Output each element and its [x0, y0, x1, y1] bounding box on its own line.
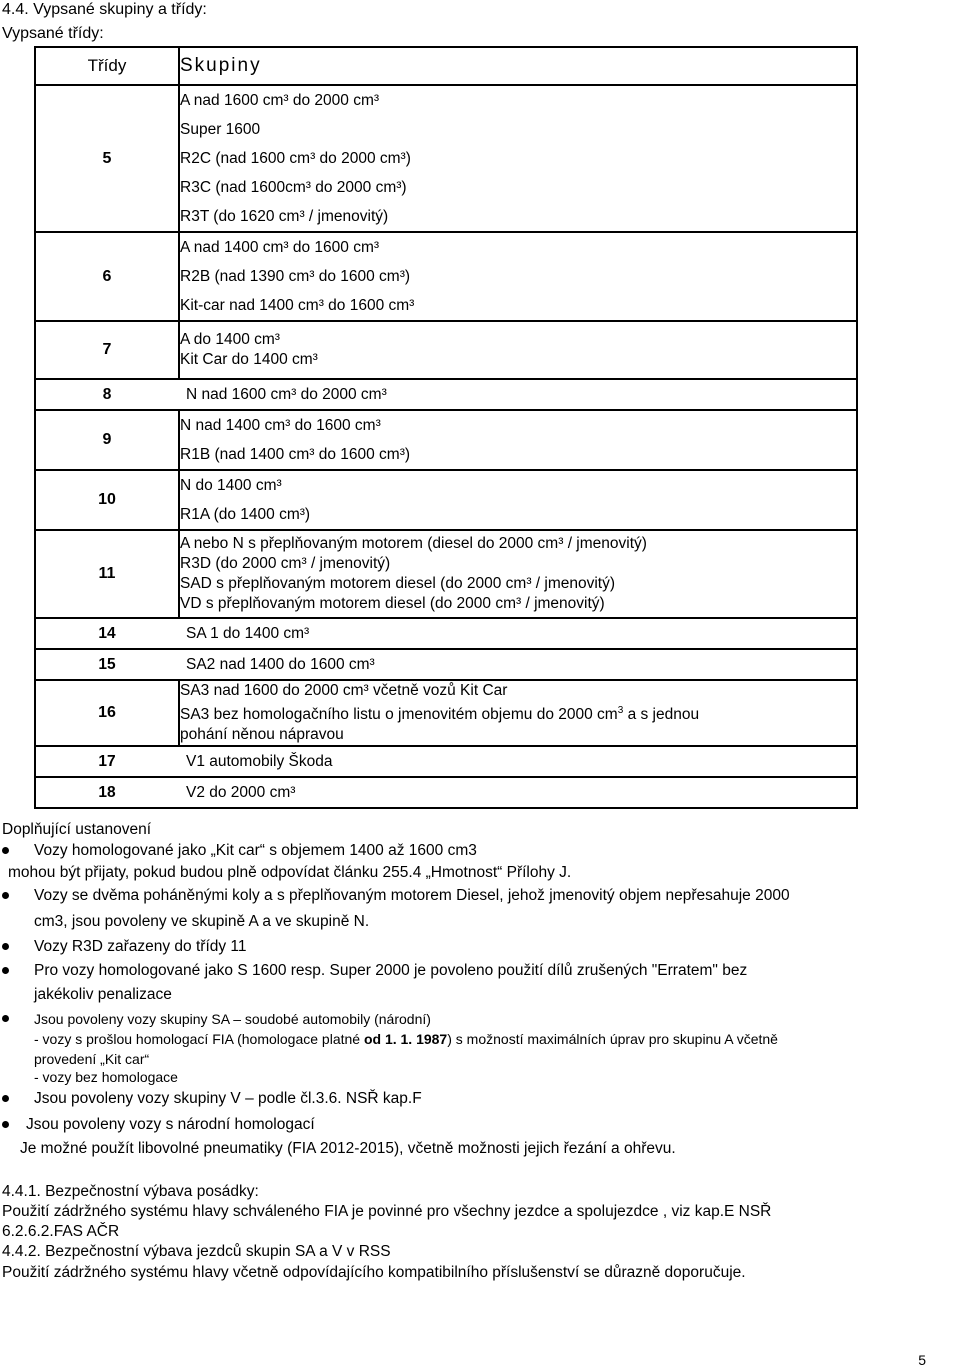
- table-row: [35, 321, 857, 379]
- group-line: R1A (do 1400 cm³): [180, 506, 311, 523]
- note-text: Je možné použít libovolné pneumatiky (FIA 2012-2015), včetně možnosti jejich řezání a ohřevu.: [20, 1140, 676, 1157]
- header-groups: Skupiny: [179, 47, 857, 85]
- group-line: N nad 1400 cm³ do 1600 cm³: [180, 417, 381, 434]
- class-number: 14: [98, 624, 116, 642]
- group-line: Kit Car do 1400 cm³: [180, 351, 318, 368]
- group-line: R3T (do 1620 cm³ / jmenovitý): [180, 208, 389, 225]
- note-text: Pro vozy homologované jako S 1600 resp. Super 2000 je povoleno použití dílů zrušených "Erratem" bez: [34, 962, 748, 979]
- subsection-heading: Vypsané třídy:: [2, 25, 104, 42]
- group-line: Kit-car nad 1400 cm³ do 1600 cm³: [180, 297, 415, 314]
- group-line: A nad 1600 cm³ do 2000 cm³: [180, 92, 380, 109]
- group-line: R2C (nad 1600 cm³ do 2000 cm³): [180, 150, 411, 167]
- table-row: [35, 530, 857, 618]
- class-number: 5: [35, 85, 179, 232]
- note-text: Jsou povoleny vozy s národní homologací: [26, 1116, 315, 1133]
- subsection-heading: 4.4.2. Bezpečnostní výbava jezdců skupin SA a V v RSS: [2, 1243, 391, 1260]
- group-cell: [35, 379, 857, 410]
- group-line: SA 1 do 1400 cm³: [186, 624, 310, 642]
- note-text: Vozy homologované jako „Kit car“ s objemem 1400 až 1600 cm3: [34, 842, 477, 859]
- group-cell: [179, 321, 857, 379]
- group-cell: [179, 410, 857, 470]
- bullet-icon: [2, 1095, 9, 1102]
- group-cell: [35, 746, 857, 777]
- table-row: [35, 379, 857, 410]
- group-line: A nad 1400 cm³ do 1600 cm³: [180, 239, 380, 256]
- table-row: [35, 680, 857, 746]
- class-number: 18: [98, 783, 116, 801]
- table-row: [35, 232, 857, 321]
- table-row: [35, 410, 857, 470]
- group-line: R3D (do 2000 cm³ / jmenovitý): [180, 555, 391, 572]
- group-line: R3C (nad 1600cm³ do 2000 cm³): [180, 179, 407, 196]
- bullet-icon: [2, 892, 9, 899]
- group-line: R2B (nad 1390 cm³ do 1600 cm³): [180, 268, 411, 285]
- group-cell: [35, 618, 857, 649]
- class-number: 9: [35, 410, 179, 470]
- group-cell: [35, 649, 857, 680]
- bullet-icon: [2, 967, 9, 974]
- section-heading: 4.4. Vypsané skupiny a třídy:: [2, 1, 207, 18]
- group-cell: [35, 777, 857, 808]
- note-text: Jsou povoleny vozy skupiny V – podle čl.3.6. NSŘ kap.F: [34, 1090, 422, 1107]
- bullet-icon: [2, 847, 9, 854]
- class-number: 8: [102, 385, 112, 403]
- class-number: 10: [35, 470, 179, 530]
- note-text: Použití zádržného systému hlavy schváleného FIA je povinné pro všechny jezdce a spolujezdce , viz kap.E NSŘ: [2, 1203, 772, 1220]
- note-text: Vozy R3D zařazeny do třídy 11: [34, 938, 247, 955]
- group-line: Super 1600: [180, 121, 261, 138]
- table-row: [35, 470, 857, 530]
- group-line: pohání něnou nápravou: [180, 726, 344, 744]
- table-row: [35, 85, 857, 232]
- table-row: [35, 649, 857, 680]
- superscript: 3: [617, 705, 624, 716]
- class-number: 7: [35, 321, 179, 379]
- class-number: 6: [35, 232, 179, 321]
- note-text: Použití zádržného systému hlavy včetně odpovídajícího kompatibilního příslušenství se důrazně doporučuje.: [2, 1264, 746, 1281]
- group-line: SA2 nad 1400 do 1600 cm³: [186, 655, 375, 673]
- note-text: Jsou povoleny vozy skupiny SA – soudobé automobily (národní): [34, 1011, 431, 1027]
- note-text: - vozy bez homologace: [34, 1069, 178, 1085]
- group-line: V1 automobily Škoda: [186, 752, 333, 770]
- classes-table: [34, 46, 858, 809]
- group-cell: [179, 85, 857, 232]
- note-text: cm3, jsou povoleny ve skupině A a ve skupině N.: [34, 913, 370, 930]
- group-line: SAD s přeplňovaným motorem diesel (do 2000 cm³ / jmenovitý): [180, 575, 616, 592]
- group-cell: [179, 680, 857, 746]
- note-text: - vozy s prošlou homologací FIA (homologace platné od 1. 1. 1987) s možností maximálních úprav pro skupinu A včetně: [34, 1031, 778, 1047]
- group-line: A do 1400 cm³: [180, 331, 280, 348]
- bullet-icon: [2, 1015, 9, 1022]
- note-text: mohou být přijaty, pokud budou plně odpovídat článku 255.4 „Hmotnost“ Přílohy J.: [8, 864, 572, 881]
- note-text: jakékoliv penalizace: [34, 986, 172, 1003]
- group-line: SA3 bez homologačního listu o jmenovitém objemu do 2000 $cm^3$ a s jednou: [180, 705, 700, 724]
- note-text: Vozy se dvěma poháněnými koly a s přeplňovaným motorem Diesel, jehož jmenovitý objem nepřesahuje 2000: [34, 887, 790, 904]
- class-number: 16: [35, 680, 179, 746]
- group-line: N do 1400 cm³: [180, 477, 282, 494]
- group-cell: [179, 530, 857, 618]
- note-text: 6.2.6.2.FAS AČR: [2, 1223, 120, 1240]
- group-line: A nebo N s přeplňovaným motorem (diesel do 2000 cm³ / jmenovitý): [180, 535, 647, 552]
- class-number: 11: [35, 530, 179, 618]
- table-row: [35, 777, 857, 808]
- table-row: [35, 618, 857, 649]
- class-number: 15: [98, 655, 116, 673]
- group-line: R1B (nad 1400 cm³ do 1600 cm³): [180, 446, 411, 463]
- class-number: 17: [98, 752, 116, 770]
- group-cell: [179, 232, 857, 321]
- table-header: [35, 47, 857, 85]
- bullet-icon: [2, 1121, 9, 1128]
- page-number: 5: [918, 1352, 926, 1368]
- table-row: [35, 746, 857, 777]
- note-text: provedení „Kit car“: [34, 1051, 150, 1067]
- group-cell: [179, 470, 857, 530]
- group-line: V2 do 2000 cm³: [186, 783, 296, 801]
- bullet-icon: [2, 943, 9, 950]
- group-line: SA3 nad 1600 do 2000 cm³ včetně vozů Kit Car: [180, 682, 508, 699]
- header-classes: Třídy: [35, 47, 179, 85]
- group-line: N nad 1600 cm³ do 2000 cm³: [186, 385, 387, 403]
- subsection-heading: 4.4.1. Bezpečnostní výbava posádky:: [2, 1183, 259, 1200]
- group-line: VD s přeplňovaným motorem diesel (do 2000 cm³ / jmenovitý): [180, 595, 605, 612]
- notes-title: Doplňující ustanovení: [2, 821, 152, 838]
